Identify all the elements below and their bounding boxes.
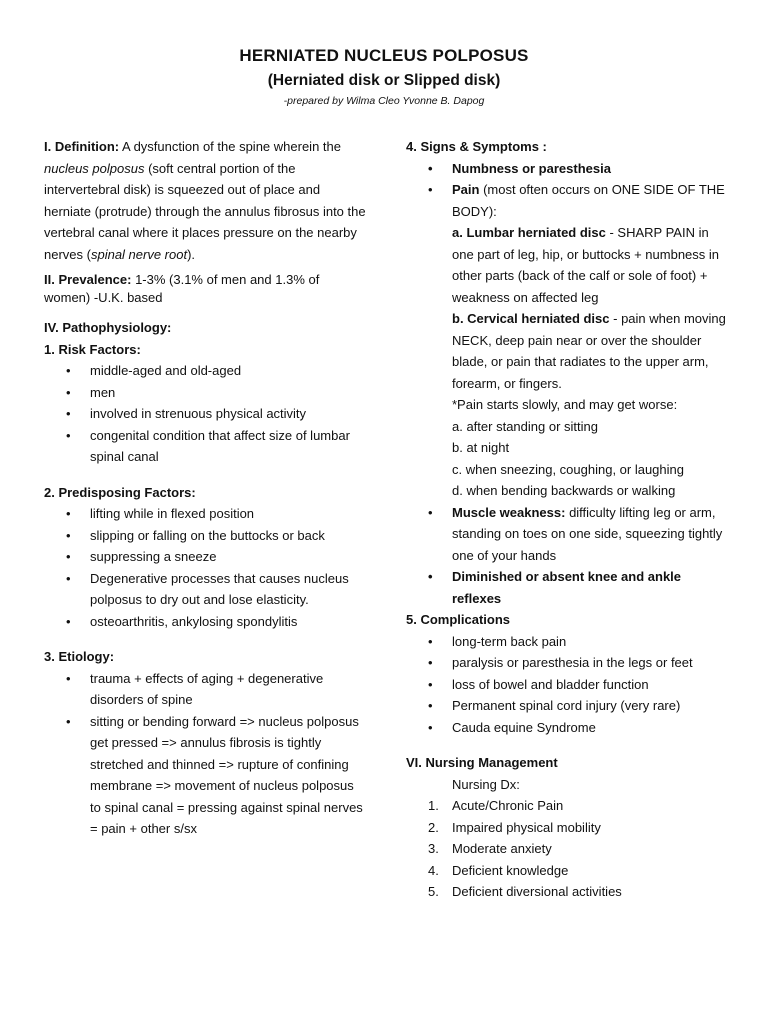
prevalence-text: 1-3% (3.1% of men and 1.3% of women) -U.K. based (44, 272, 320, 305)
list-item: • trauma + effects of aging + degenerative disorders of spine (44, 668, 366, 711)
predisposing-factors-heading: 2. Predisposing Factors: (44, 484, 196, 500)
prevalence-label: II. Prevalence: (44, 272, 132, 287)
list-item: • Cauda equine Syndrome (406, 717, 728, 739)
list-item (406, 179, 728, 502)
etiology-heading: 3. Etiology: (44, 649, 115, 664)
pain-text: (most often occurs on ONE SIDE OF THE BODY): (452, 182, 725, 219)
nursing-dx-list (406, 795, 728, 903)
list-item (406, 817, 728, 839)
list-item: • sitting or bending forward => nucleus polposus get pressed => annulus fibrosis is tightly stretched and thinned => rupture of confining membrane => movement of nucleus polposus to spinal canal = pressing against spinal nerves = pain + other s/sx (44, 711, 366, 840)
list-item: • Permanent spinal cord injury (very rare) (406, 695, 728, 717)
definition-text-3: ). (187, 246, 196, 262)
signs-symptoms-list (406, 158, 728, 610)
cervical-label: b. Cervical herniated disc (452, 311, 610, 326)
definition-text-2: (soft central portion of the intervertebral disk) is squeezed out of place and herniate (protrude) through the annulus fibrosus into the vertebral canal where it places pressure on the nearby nerves ( (44, 160, 366, 262)
list-item: • middle-aged and old-aged (44, 360, 366, 382)
list-item: • suppressing a sneeze (44, 546, 366, 568)
lumbar-text: - SHARP PAIN in one part of leg, hip, or buttocks + numbness in other parts (back of the calf or sole of foot) + weakness on affected leg (452, 225, 720, 305)
list-item (406, 838, 728, 860)
item-number: 3. (428, 841, 439, 856)
document-title: HERNIATED NUCLEUS POLPOSUS (239, 46, 529, 65)
item-number: 1. (428, 798, 439, 813)
left-column (44, 136, 366, 840)
worse-intro: *Pain starts slowly, and may get worse: (452, 397, 678, 412)
risk-factors-list (44, 360, 366, 468)
title-block (0, 46, 768, 107)
list-item: • lifting while in flexed position (44, 503, 366, 525)
cervical-text: - pain when moving NECK, deep pain near or over the shoulder blade, or pain that radiates to the upper arm, forearm, or fingers. (452, 311, 726, 391)
list-item (406, 860, 728, 882)
pain-label: Pain (452, 182, 480, 197)
worse-item: d. when bending backwards or walking (452, 483, 676, 498)
list-item: • men (44, 382, 366, 404)
definition-nerve-term: spinal nerve root (90, 246, 188, 262)
list-item: • Degenerative processes that causes nucleus polposus to dry out and lose elasticity. (44, 568, 366, 611)
list-item: • Numbness or paresthesia (406, 158, 728, 180)
list-item (406, 881, 728, 903)
lumbar-label: a. Lumbar herniated disc (452, 225, 606, 240)
pathophysiology-heading: IV. Pathophysiology: (44, 320, 172, 335)
muscle-weakness-label: Muscle weakness: (452, 504, 566, 520)
complications-heading: 5. Complications (406, 612, 511, 627)
author-byline: -prepared by Wilma Cleo Yvonne B. Dapog (283, 95, 485, 107)
item-number: 4. (428, 862, 439, 878)
list-item: • involved in strenuous physical activity (44, 403, 366, 425)
etiology-list (44, 668, 366, 840)
item-text: Deficient knowledge (452, 862, 569, 878)
signs-symptoms-heading: 4. Signs & Symptoms : (406, 139, 547, 154)
list-item: • loss of bowel and bladder function (406, 674, 728, 696)
worse-item: a. after standing or sitting (452, 418, 598, 434)
prevalence-paragraph (44, 271, 366, 307)
definition-paragraph (44, 136, 366, 265)
worse-item: b. at night (452, 440, 510, 455)
definition-text-1: A dysfunction of the spine wherein the (119, 139, 341, 154)
predisposing-factors-list (44, 503, 366, 632)
list-item: • congenital condition that affect size of lumbar spinal canal (44, 425, 366, 468)
list-item: • Diminished or absent knee and ankle reflexes (406, 566, 728, 609)
nursing-dx-label: Nursing Dx: (452, 776, 520, 792)
list-item (406, 795, 728, 817)
item-text: Moderate anxiety (452, 841, 552, 856)
item-number: 2. (428, 819, 439, 835)
muscle-weakness-text: difficulty lifting leg or arm, standing on toes on one side, squeezing tightly one of your hands (452, 504, 723, 563)
worse-item: c. when sneezing, coughing, or laughing (452, 461, 684, 477)
definition-term: nucleus polposus (44, 160, 145, 176)
definition-label: I. Definition: (44, 139, 120, 154)
nursing-management-heading: VI. Nursing Management (406, 755, 558, 770)
list-item: • long-term back pain (406, 631, 728, 653)
item-text: Deficient diversional activities (452, 884, 622, 899)
right-column (406, 136, 728, 903)
risk-factors-heading: 1. Risk Factors: (44, 341, 141, 357)
list-item: • osteoarthritis, ankylosing spondylitis (44, 611, 366, 633)
list-item (406, 502, 728, 567)
item-text: Acute/Chronic Pain (452, 798, 564, 813)
complications-list (406, 631, 728, 739)
item-text: Impaired physical mobility (452, 819, 601, 835)
document-subtitle: (Herniated disk or Slipped disk) (267, 72, 501, 89)
list-item: • slipping or falling on the buttocks or back (44, 525, 366, 547)
list-item: • paralysis or paresthesia in the legs or feet (406, 652, 728, 674)
item-number: 5. (428, 884, 439, 899)
